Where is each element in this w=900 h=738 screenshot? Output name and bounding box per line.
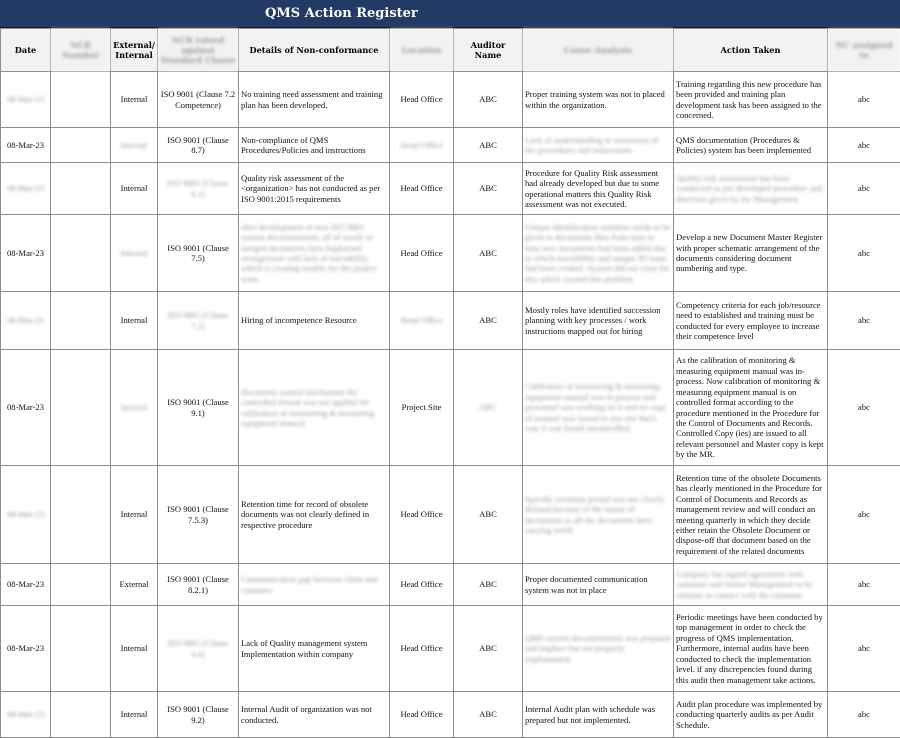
header-ncr-number: NCR Number [51, 29, 111, 72]
cell-ext-int: Internal [111, 292, 158, 350]
cell-date: 08-Mar-23 [1, 163, 51, 215]
cell-auditor: ABC [454, 564, 523, 606]
cell-auditor: ABC [454, 72, 523, 128]
table-row [1, 606, 900, 692]
cell-auditor: ABC [454, 466, 523, 564]
cell-cause: Unique identification numbers needs to be given to documents then from time to time new documents had been added due to which traceability and unique ID issue had been created. System did not exist for this which created this problem. [523, 215, 674, 292]
table-row [1, 215, 900, 292]
cell-date: 08-Mar-23 [1, 606, 51, 692]
header-details: Details of Non-conformance [239, 29, 390, 72]
cell-action: As the calibration of monitoring & measuring equipment manual was in-process. Now calibration of monitoring & measuring equipment manual is on controlled format according to the procedure mentioned in the Procedure for the Control of Documents and Records. Controlled Copy (ies) are issued to all relevant personnel and Master copy is kept by the MR. [674, 350, 828, 466]
cell-auditor: ABC [454, 128, 523, 163]
cell-location: Head Office [390, 564, 454, 606]
cell-ncr [51, 692, 111, 738]
cell-assigned: abc [828, 128, 900, 163]
table-row [1, 564, 900, 606]
cell-details: Communication gap between client and customer [239, 564, 390, 606]
cell-date: 08-Mar-23 [1, 692, 51, 738]
cell-assigned: abc [828, 466, 900, 564]
cell-assigned: abc [828, 215, 900, 292]
cell-assigned: abc [828, 692, 900, 738]
cell-date: 08-Mar-23 [1, 215, 51, 292]
table-row [1, 692, 900, 738]
cell-date: 08-Mar-23 [1, 350, 51, 466]
cell-ncr [51, 350, 111, 466]
table-row [1, 466, 900, 564]
cell-action: Training regarding this new procedure has been provided and training plan development task has been assigned to the concerned. [674, 72, 828, 128]
cell-action: Quality risk assessment has been conducted as per developed procedure and direction given by the Management [674, 163, 828, 215]
header-row [1, 29, 900, 72]
cell-ext-int: Internal [111, 606, 158, 692]
cell-date: 08-Mar-23 [1, 292, 51, 350]
header-ncr-raised-against: NCR raised against Standard Clause [158, 29, 239, 72]
cell-details: Retention time for record of obsolete documents was not clearly defined in respective procedure [239, 466, 390, 564]
cell-clause: ISO 9001 (Clause 8.2.1) [158, 564, 239, 606]
cell-ncr [51, 163, 111, 215]
cell-action: Develop a new Document Master Register with proper schematic arrangement of the documents considering document numbering and type. [674, 215, 828, 292]
cell-auditor: ABC [454, 692, 523, 738]
cell-cause: Lack of understanding or awareness of the procedures and instructions [523, 128, 674, 163]
cell-details: No training need assessment and training plan has been developed. [239, 72, 390, 128]
cell-clause: ISO 9001 (Clause 7.5) [158, 215, 239, 292]
cell-action: Audit plan procedure was implemented by conducting quarterly audits as per Audit Schedule. [674, 692, 828, 738]
cell-cause: Proper training system was not in placed within the organization. [523, 72, 674, 128]
cell-location: Head Office [390, 163, 454, 215]
cell-location: Head Office [390, 128, 454, 163]
cell-ext-int: Internal [111, 466, 158, 564]
cell-ncr [51, 128, 111, 163]
cell-action: Company has signed agreement with customer and Senior Management to be remains in contact with the customer [674, 564, 828, 606]
cell-details: Internal Audit of organization was not conducted. [239, 692, 390, 738]
cell-ncr [51, 215, 111, 292]
cell-cause: Mostly roles have identified succession planning with key processes / work instructions mapped out for hiring [523, 292, 674, 350]
cell-auditor: ABC [454, 350, 523, 466]
cell-details: Document control mechanism the controlled format was not applied for calibration of monitoring & measuring equipment manual [239, 350, 390, 466]
cell-action: Retention time of the obsolete Documents has clearly mentioned in the Procedure for Control of Documents and Records as management review and will conduct an meeting quarterly in which they decide either retain the Obsolete Document or dispose-off that document based on the requirement of the related documents [674, 466, 828, 564]
cell-ext-int: Internal [111, 163, 158, 215]
cell-assigned: abc [828, 350, 900, 466]
cell-assigned: abc [828, 564, 900, 606]
cell-location: Head Office [390, 466, 454, 564]
cell-ncr [51, 292, 111, 350]
cell-auditor: ABC [454, 163, 523, 215]
table-row [1, 128, 900, 163]
cell-cause: Specific retention period was not clearly defined because of the nature of documents as all the documents have varying worth [523, 466, 674, 564]
cell-clause: ISO 9001 (Clause 7.5.3) [158, 466, 239, 564]
cell-action: Competency criteria for each job/resource need to established and training must be conducted for every employee to increase their competence level [674, 292, 828, 350]
cell-clause: ISO 9001 (Clause 7.2 Competence) [158, 72, 239, 128]
cell-assigned: abc [828, 606, 900, 692]
cell-location: Head Office [390, 692, 454, 738]
cell-cause: Internal Audit plan with schedule was prepared but not implemented. [523, 692, 674, 738]
cell-cause: QMS system documentation was prepared and implace but not properly implemented. [523, 606, 674, 692]
cell-details: after development of new ISO 9001 system documentation, all of newly or merged documents have haphazard arrangement with lack of traceability which is creating trouble for the project team. [239, 215, 390, 292]
cell-ext-int: Internal [111, 72, 158, 128]
cell-date: 08-Mar-23 [1, 72, 51, 128]
cell-ext-int: Internal [111, 350, 158, 466]
header-external-internal: External/ Internal [111, 29, 158, 72]
cell-cause: Calibration of monitoring & measuring equipment manual was in process and personnel was working on it and no copy of manual was issued to any one that's way it was found uncontrolled. [523, 350, 674, 466]
cell-ncr [51, 606, 111, 692]
cell-ext-int: Internal [111, 215, 158, 292]
cell-action: Periodic meetings have been conducted by top management in order to check the progress of QMS implementation. Furthermore, internal audits have been conducted to check the implementation level. if any discrepencies found during this audit then management take actions. [674, 606, 828, 692]
cell-ext-int: Internal [111, 128, 158, 163]
cell-location: Project Site [390, 350, 454, 466]
cell-ext-int: External [111, 564, 158, 606]
table-row [1, 350, 900, 466]
cell-assigned: abc [828, 72, 900, 128]
cell-cause: Procedure for Quality Risk assessment had already developed but due to some operational matters this Quality Risk assessment was not executed. [523, 163, 674, 215]
header-cause-analysis: Cause Analysis [523, 29, 674, 72]
cell-date: 08-Mar-23 [1, 564, 51, 606]
cell-ncr [51, 466, 111, 564]
cell-action: QMS documentation (Procedures & Policies) system has been implemented [674, 128, 828, 163]
page-title: QMS Action Register [0, 0, 900, 28]
cell-location: Head Office [390, 606, 454, 692]
header-action-taken: Action Taken [674, 29, 828, 72]
cell-details: Lack of Quality management system Implementation within company [239, 606, 390, 692]
header-date: Date [1, 29, 51, 72]
cell-location: Head Office [390, 215, 454, 292]
cell-auditor: ABC [454, 215, 523, 292]
table-row [1, 72, 900, 128]
cell-location: Head Office [390, 72, 454, 128]
cell-clause: ISO 9001 (Clause 4.4) [158, 606, 239, 692]
table-row [1, 163, 900, 215]
cell-details: Quality risk assessment of the <organization> has not conducted as per ISO 9001:2015 requirements [239, 163, 390, 215]
cell-details: Hiring of incompetence Resource [239, 292, 390, 350]
header-auditor: Auditor Name [454, 29, 523, 72]
cell-location: Head Office [390, 292, 454, 350]
cell-auditor: ABC [454, 292, 523, 350]
cell-clause: ISO 9001 (Clause 8.7) [158, 128, 239, 163]
table-row [1, 292, 900, 350]
header-nc-assigned: NC assigned to [828, 29, 900, 72]
header-location: Location [390, 29, 454, 72]
cell-ncr [51, 72, 111, 128]
cell-ext-int: Internal [111, 692, 158, 738]
cell-auditor: ABC [454, 606, 523, 692]
cell-clause: ISO 9001 (Clause 9.1) [158, 350, 239, 466]
cell-assigned: abc [828, 292, 900, 350]
cell-assigned: abc [828, 163, 900, 215]
cell-clause: ISO 9001 (Clause 9.2) [158, 692, 239, 738]
cell-cause: Proper documented communication system was not in place [523, 564, 674, 606]
cell-details: Non-compliance of QMS Procedures/Policies and instructions [239, 128, 390, 163]
cell-clause: ISO 9001 (Clause 7.2) [158, 292, 239, 350]
cell-ncr [51, 564, 111, 606]
action-register-table [0, 28, 900, 738]
cell-clause: ISO 9001 (Clause 6.1) [158, 163, 239, 215]
cell-date: 08-Mar-23 [1, 128, 51, 163]
cell-date: 08-Mar-23 [1, 466, 51, 564]
